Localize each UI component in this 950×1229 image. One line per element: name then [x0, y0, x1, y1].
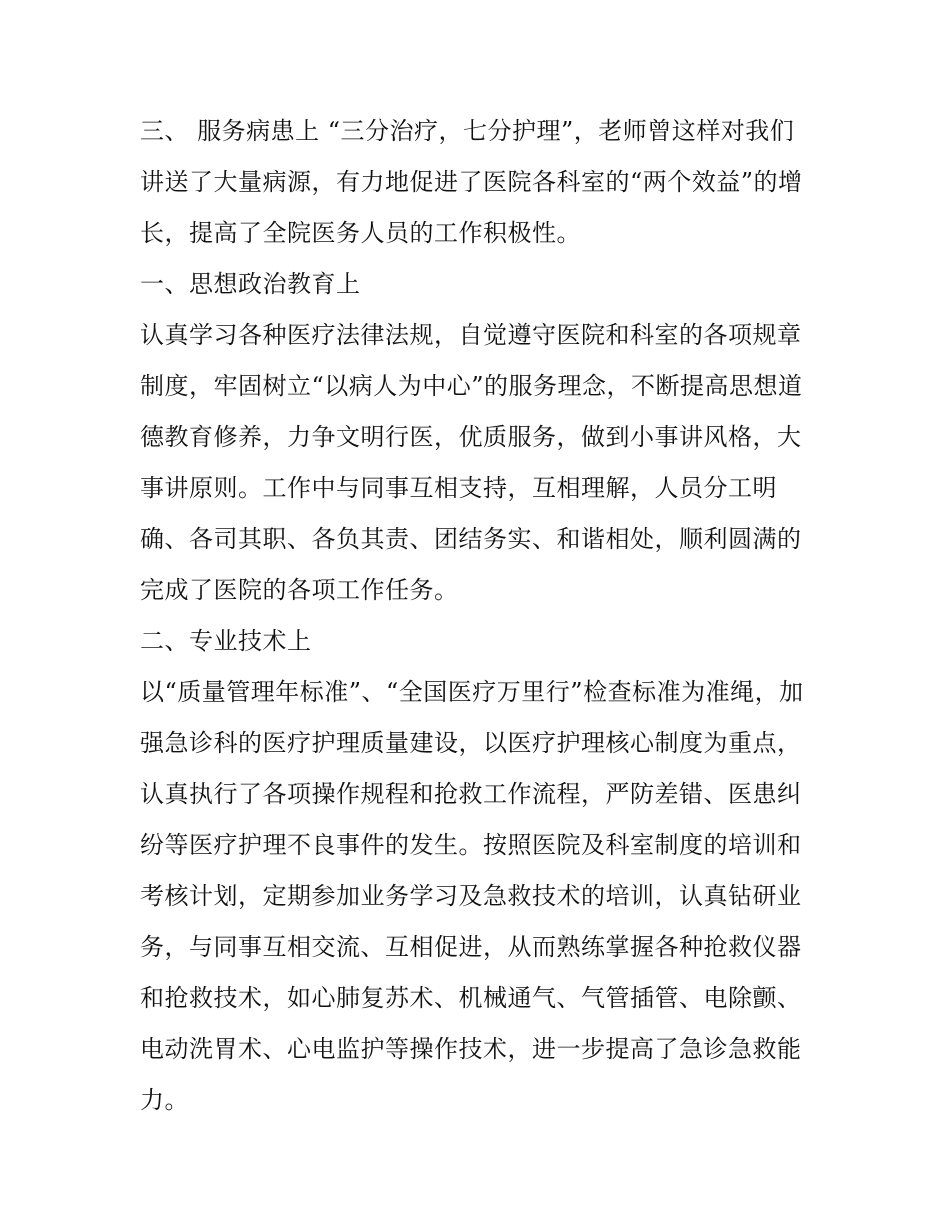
text-line: 考核计划，定期参加业务学习及急救技术的培训，认真钻研业 — [140, 882, 802, 910]
text-line: 认真学习各种医疗法律法规，自觉遵守医院和科室的各项规章 — [140, 321, 802, 349]
text-line: 制度，牢固树立“以病人为中心”的服务理念，不断提高思想道 — [140, 372, 803, 400]
text-line: 纷等医疗护理不良事件的发生。按照医院及科室制度的培训和 — [140, 831, 802, 859]
document-body — [140, 106, 820, 1126]
text-line: 讲送了大量病源，有力地促进了医院各科室的“两个效益”的增 — [140, 168, 803, 196]
text-line: 务，与同事互相交流、互相促进，从而熟练掌握各种抢救仪器 — [140, 933, 802, 961]
text-line: 力。 — [140, 1086, 189, 1114]
section-heading: 一、思想政治教育上 — [140, 270, 361, 298]
text-line: 确、各司其职、各负其责、团结务实、和谐相处，顺利圆满的 — [140, 525, 802, 553]
text-line: 以“质量管理年标准”、“全国医疗万里行”检查标准为准绳，加 — [140, 678, 804, 706]
text-line: 和抢救技术，如心肺复苏术、机械通气、气管插管、电除颤、 — [140, 984, 802, 1012]
text-line: 事讲原则。工作中与同事互相支持，互相理解，人员分工明 — [140, 474, 777, 502]
section-heading: 二、专业技术上 — [140, 627, 312, 655]
text-line: 认真执行了各项操作规程和抢救工作流程，严防差错、医患纠 — [140, 780, 802, 808]
text-line: 完成了医院的各项工作任务。 — [140, 576, 459, 604]
text-line: 电动洗胃术、心电监护等操作技术，进一步提高了急诊急救能 — [140, 1035, 802, 1063]
text-line: 强急诊科的医疗护理质量建设，以医疗护理核心制度为重点， — [140, 729, 802, 757]
text-line: 德教育修养，力争文明行医，优质服务，做到小事讲风格，大 — [140, 423, 802, 451]
text-line: 长，提高了全院医务人员的工作积极性。 — [140, 219, 581, 247]
text-line: 三、 服务病患上 “三分治疗，七分护理”，老师曾这样对我们 — [140, 117, 795, 145]
